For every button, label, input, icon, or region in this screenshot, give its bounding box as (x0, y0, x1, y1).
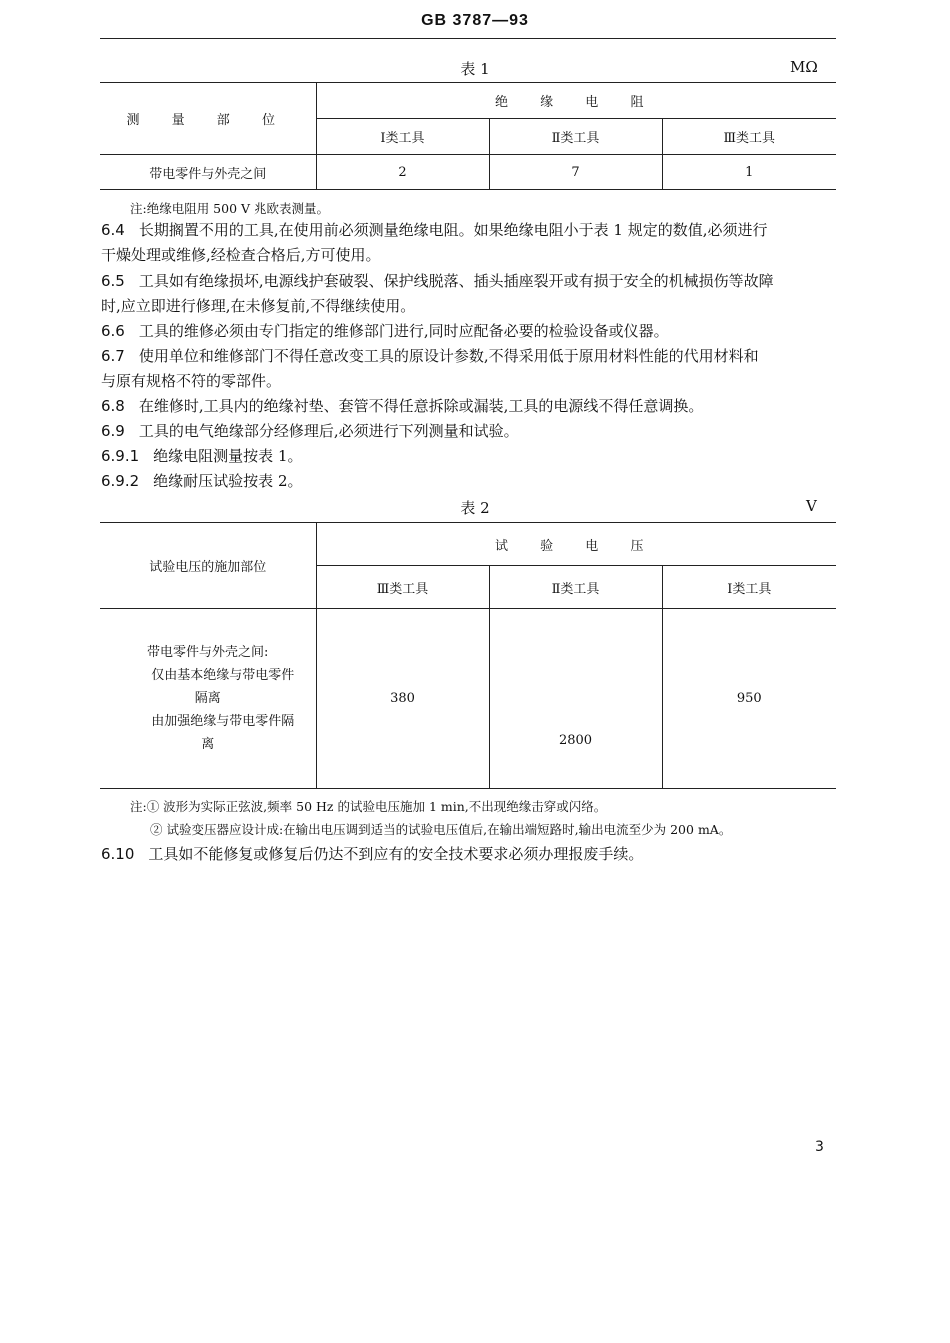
table2-col3-header: Ⅰ类工具 (662, 566, 836, 609)
table2 (100, 522, 836, 789)
table2-row-header: 试验电压的施加部位 (100, 523, 316, 609)
clause-6-5: 6.5 工具如有绝缘损坏,电源线护套破裂、保护线脱落、插头插座裂开或有损于安全的机械损伤等故障 时,应立即进行修理,在未修复前,不得继续使用。 (101, 272, 774, 315)
table1-col1-header: Ⅰ类工具 (316, 119, 489, 155)
clause-6-9-2: 6.9.2 绝缘耐压试验按表 2。 (101, 472, 303, 490)
clause-6-6: 6.6 工具的维修必须由专门指定的维修部门进行,同时应配备必要的检验设备或仪器。 (101, 322, 669, 340)
table1-row-header: 测 量 部 位 (100, 83, 316, 155)
table2-group-header: 试 验 电 压 (316, 523, 836, 566)
table2-value-class2-cell (489, 609, 662, 789)
table1 (100, 82, 836, 190)
row-line-3a: 由加强绝缘与带电零件隔 (151, 714, 295, 729)
table1-group-header: 绝 缘 电 阻 (316, 83, 836, 119)
table2-col2-header: Ⅱ类工具 (489, 566, 662, 609)
row-line-1: 带电零件与外壳之间: (147, 645, 269, 660)
clause-6-10: 6.10 工具如不能修复或修复后仍达不到应有的安全技术要求必须办理报废手续。 (101, 845, 644, 863)
table1-row-label: 带电零件与外壳之间 (100, 155, 316, 190)
table1-value-class2: 7 (489, 155, 662, 190)
table1-unit: MΩ (790, 58, 818, 76)
clause-6-9: 6.9 工具的电气绝缘部分经修理后,必须进行下列测量和试验。 (101, 422, 519, 440)
table2-note-2: ② 试验变压器应设计成:在输出电压调到适当的试验电压值后,在输出端短路时,输出电流至少为 200 mA。 (150, 822, 732, 837)
clause-6-9-1: 6.9.1 绝缘电阻测量按表 1。 (101, 447, 303, 465)
row-line-3b: 离 (201, 737, 215, 752)
document-header: GB 3787—93 (421, 12, 529, 29)
table1-caption: 表 1 (460, 60, 490, 78)
table2-note-1: 注:① 波形为实际正弦波,频率 50 Hz 的试验电压施加 1 min,不出现绝缘击穿或闪络。 (130, 799, 607, 814)
table2-value-class2: 2800 (558, 733, 593, 748)
table2-row-label (100, 609, 316, 789)
clause-6-4: 6.4 长期搁置不用的工具,在使用前必须测量绝缘电阻。如果绝缘电阻小于表 1 规定的数值,必须进行 干燥处理或维修,经检查合格后,方可使用。 (101, 221, 768, 264)
table2-col1-header: Ⅲ类工具 (316, 566, 489, 609)
table1-note: 注:绝缘电阻用 500 V 兆欧表测量。 (130, 201, 330, 216)
row-line-2b: 隔离 (194, 691, 221, 706)
clause-6-7: 6.7 使用单位和维修部门不得任意改变工具的原设计参数,不得采用低于原用材料性能的代用材料和 与原有规格不符的零部件。 (101, 347, 759, 390)
table2-value-class1: 950 (662, 609, 836, 789)
table1-value-class1: 2 (316, 155, 489, 190)
page-number: 3 (815, 1139, 824, 1155)
row-line-2a: 仅由基本绝缘与带电零件 (151, 668, 295, 683)
header-rule (100, 38, 836, 39)
table1-col3-header: Ⅲ类工具 (662, 119, 836, 155)
table2-caption: 表 2 (460, 499, 490, 517)
table1-value-class3: 1 (662, 155, 836, 190)
table1-col2-header: Ⅱ类工具 (489, 119, 662, 155)
clause-6-8: 6.8 在维修时,工具内的绝缘衬垫、套管不得任意拆除或漏装,工具的电源线不得任意调换。 (101, 397, 704, 415)
table2-value-class3: 380 (316, 609, 489, 789)
table2-unit: V (806, 497, 817, 515)
